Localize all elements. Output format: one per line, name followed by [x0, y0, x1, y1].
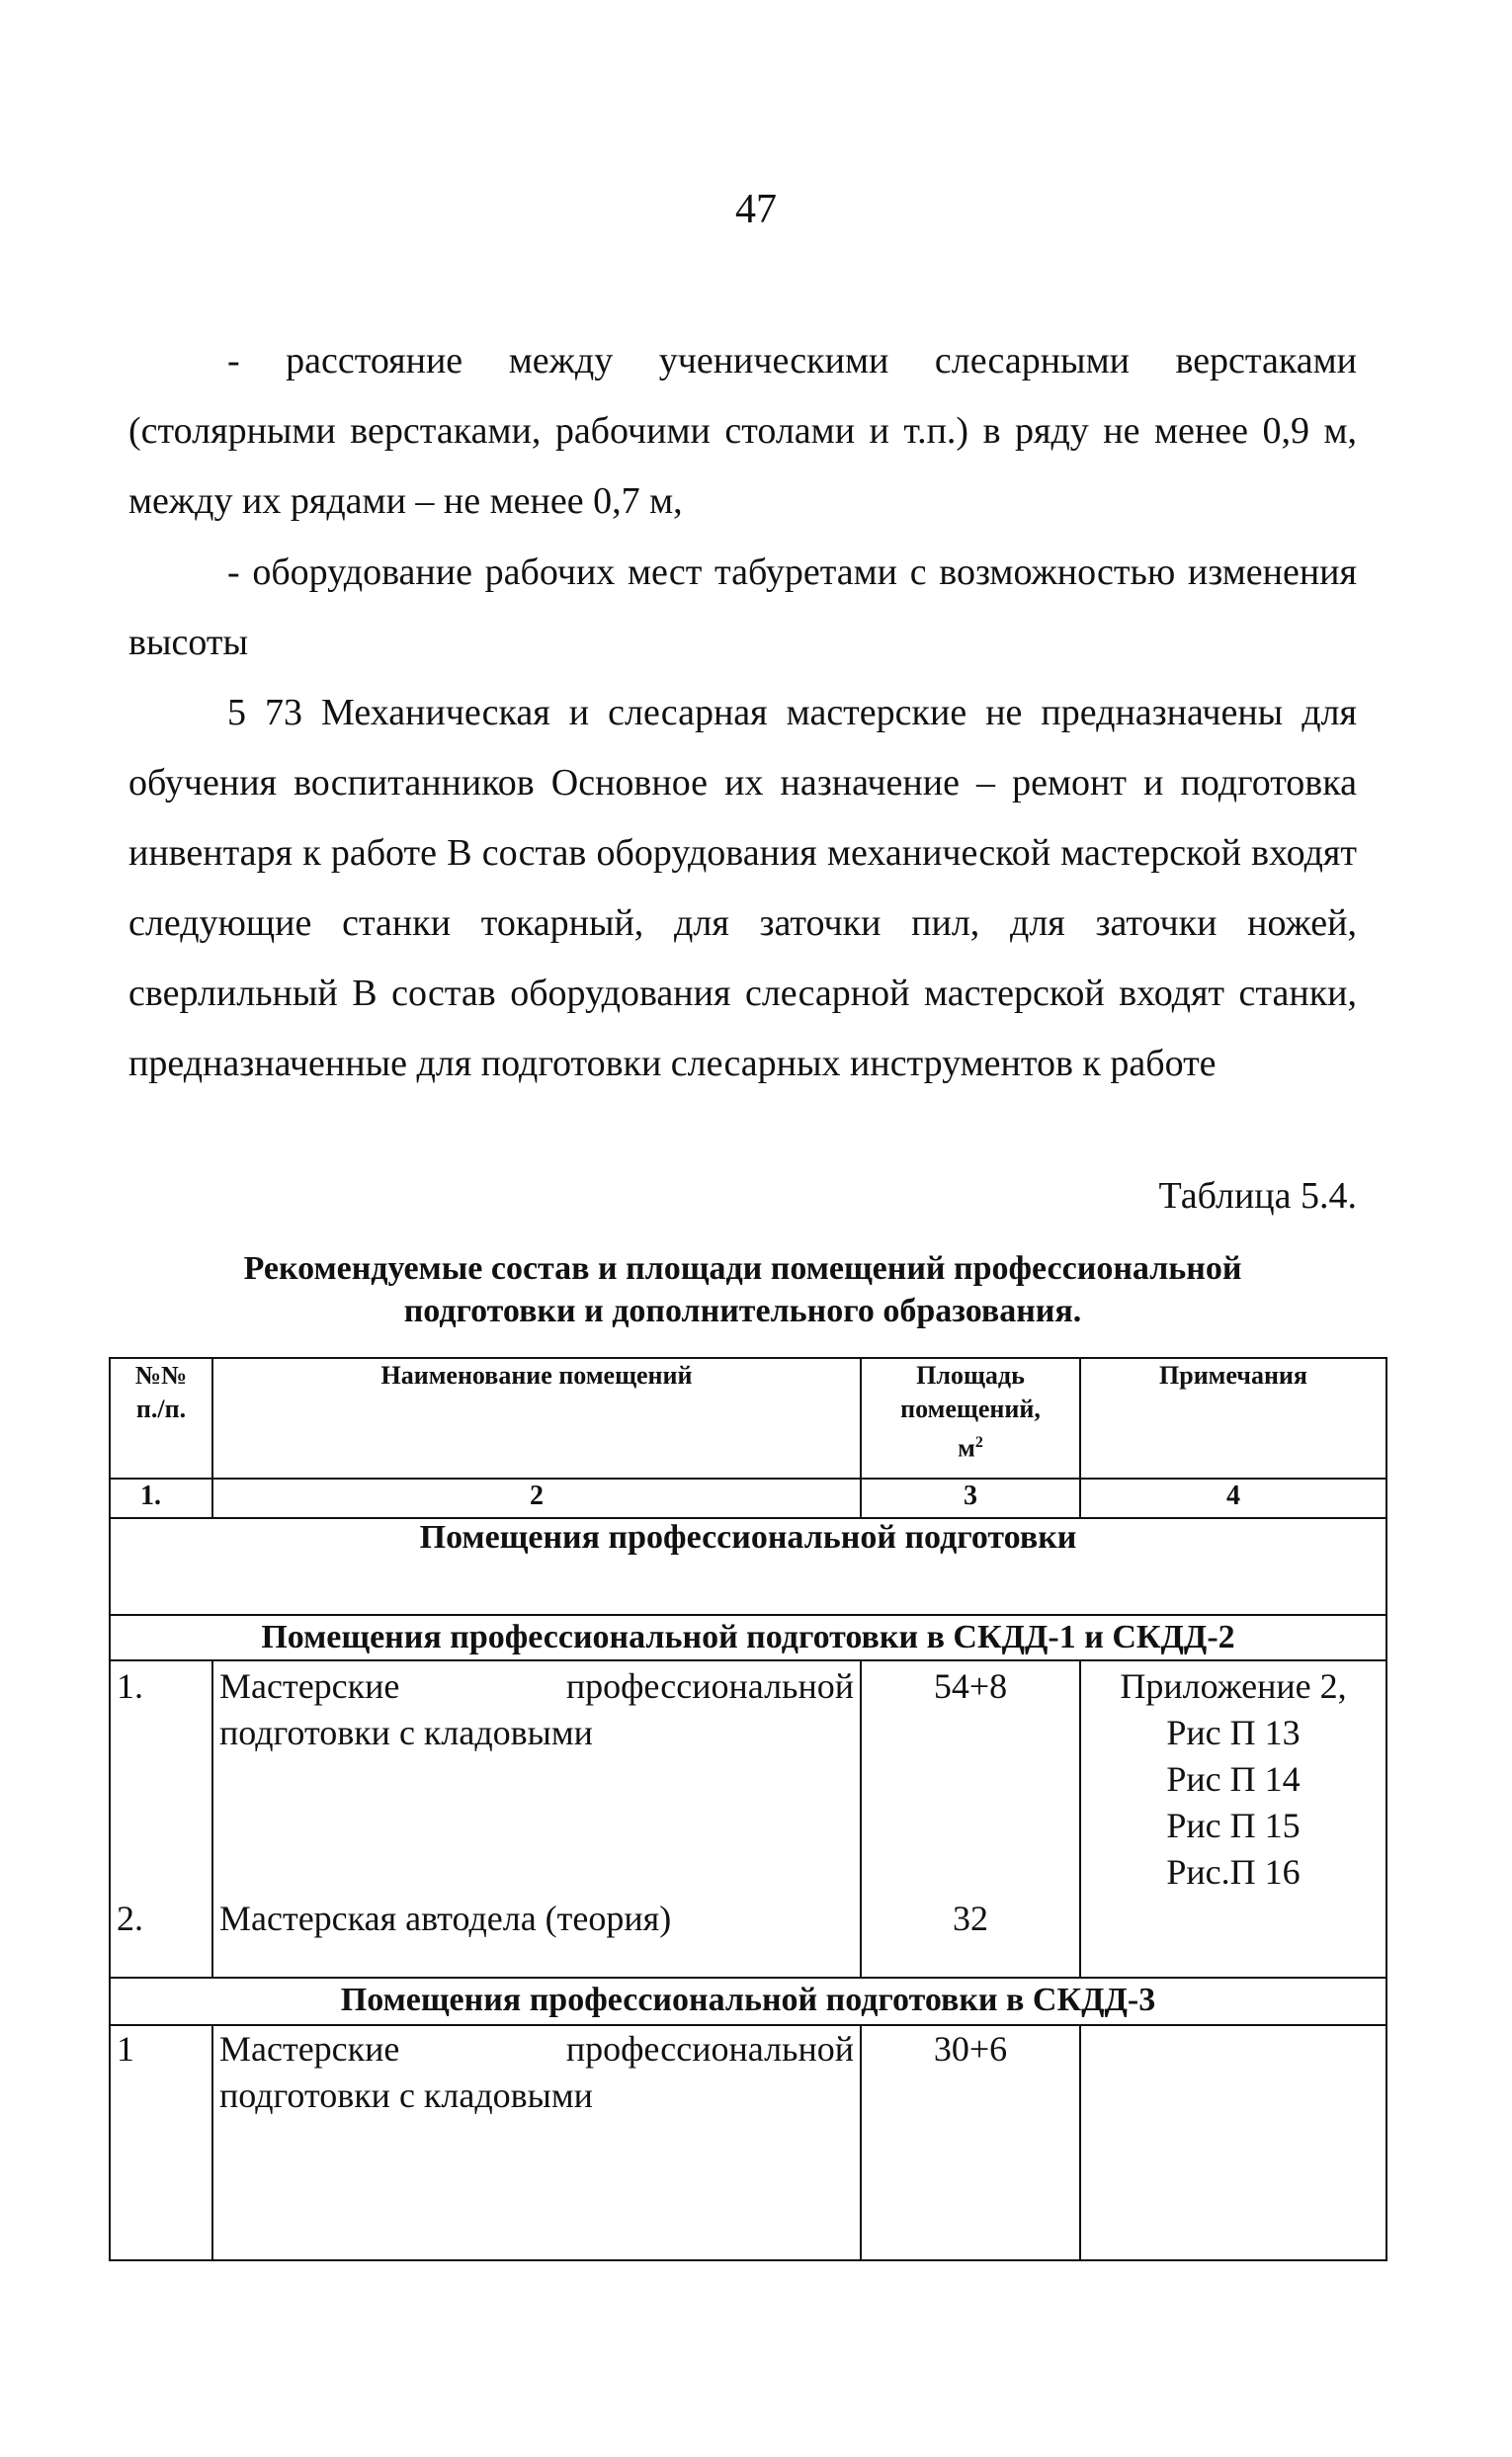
col-number-4: 4	[1080, 1479, 1386, 1518]
col-number-2: 2	[212, 1479, 861, 1518]
col-number-3: 3	[861, 1479, 1080, 1518]
table-title-line2: подготовки и дополнительного образования.	[403, 1293, 1082, 1329]
subsection1-title: Помещения профессиональной подготовки в СКДД-1 и СКДД-2	[110, 1615, 1386, 1660]
row-area: 30+6	[861, 2025, 1080, 2260]
table-row	[110, 1896, 1386, 1978]
table-title	[128, 1247, 1357, 1332]
paragraph-distance-benches: - расстояние между ученическими слесарными верстаками (столярными верстаками, рабочими столами и т.п.) в ряду не менее 0,9 м, между их рядами – не менее 0,7 м,	[128, 340, 1357, 522]
row-num: 1	[110, 2025, 212, 2260]
header-notes: Примечания	[1080, 1358, 1386, 1479]
table-row	[110, 2025, 1386, 2260]
col-number-1: 1.	[110, 1479, 212, 1518]
row-num: 1.	[110, 1660, 212, 1896]
row-num: 2.	[110, 1896, 212, 1978]
table-label: Таблица 5.4.	[1158, 1175, 1357, 1217]
subsection-row	[110, 1615, 1386, 1660]
paragraph-workshops: 5 73 Механическая и слесарная мастерские не предназначены для обучения воспитанников Основное их назначение – ремонт и подготовка инвентаря к работе В состав оборудования механической мастерской входят следующие станки токарный, для заточки пил, для заточки ножей, сверлильный В состав оборудования слесарной мастерской входят станки, предназначенные для подготовки слесарных инструментов к работе	[128, 692, 1357, 1084]
section-title: Помещения профессиональной подготовки	[110, 1518, 1386, 1615]
table-title-line1: Рекомендуемые состав и площади помещений профессиональной	[243, 1250, 1242, 1287]
row-name: Мастерские профессиональной подготовки с кладовыми	[212, 2025, 861, 2260]
row-name: Мастерские профессиональной подготовки с кладовыми	[212, 1660, 861, 1896]
paragraph-stools: - оборудование рабочих мест табуретами с возможностью изменения высоты	[128, 551, 1357, 663]
row-name: Мастерская автодела (теория)	[212, 1896, 861, 1978]
subsection2-title: Помещения профессиональной подготовки в СКДД-3	[110, 1978, 1386, 2025]
row-area: 54+8	[861, 1660, 1080, 1896]
row-notes	[1080, 1896, 1386, 1978]
table-header-row	[110, 1358, 1386, 1479]
row-notes	[1080, 2025, 1386, 2260]
header-name: Наименование помещений	[212, 1358, 861, 1479]
rooms-table	[109, 1357, 1387, 2261]
row-area: 32	[861, 1896, 1080, 1978]
header-num: №№ п./п.	[110, 1358, 212, 1479]
table-row	[110, 1660, 1386, 1896]
subsection-row	[110, 1978, 1386, 2025]
section-row	[110, 1518, 1386, 1615]
column-numbers-row	[110, 1479, 1386, 1518]
header-area: Площадь помещений, $м^2$	[861, 1358, 1080, 1479]
row-notes: Приложение 2, Рис П 13 Рис П 14 Рис П 15 Рис.П 16	[1080, 1660, 1386, 1896]
page-number: 47	[735, 187, 777, 232]
